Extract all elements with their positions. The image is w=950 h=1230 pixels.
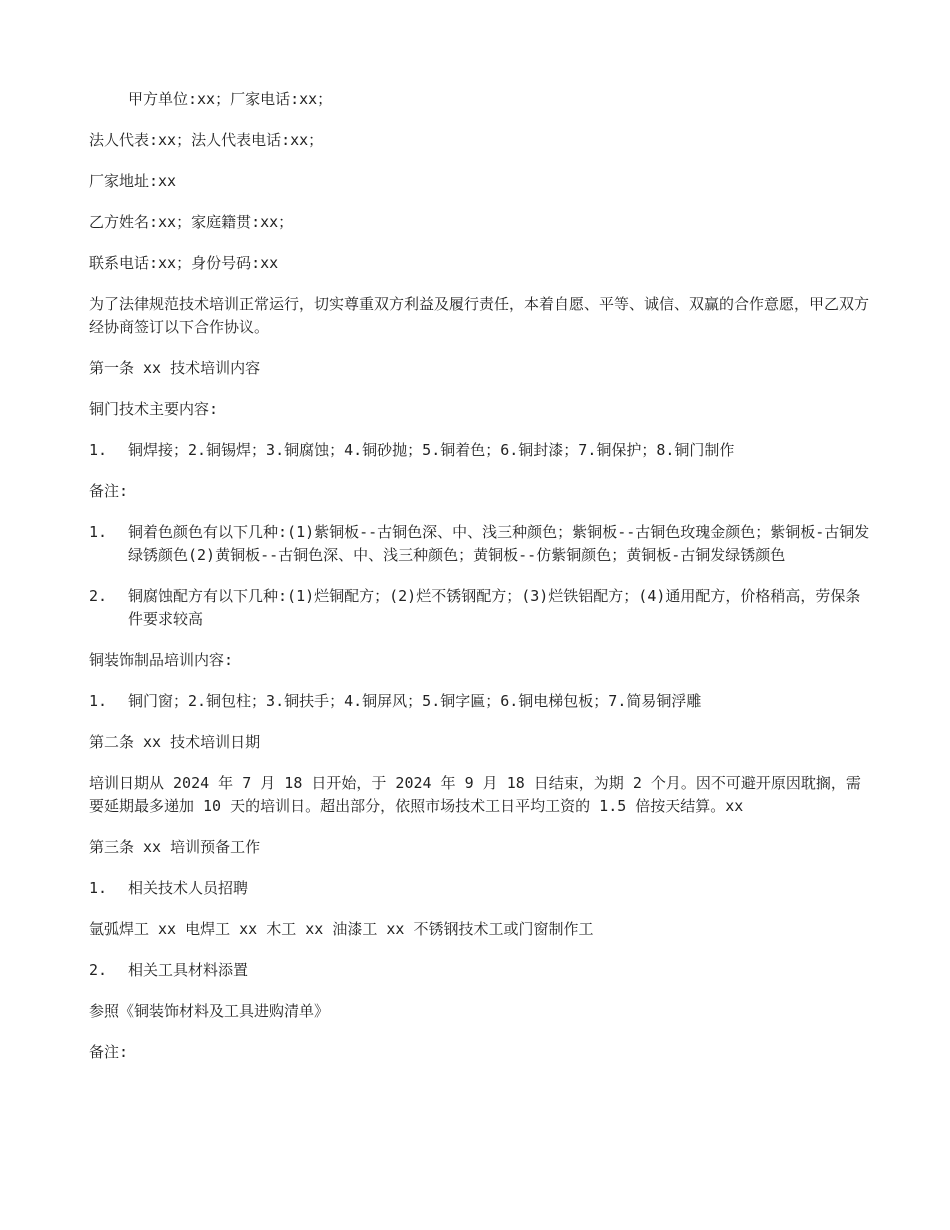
list-item — [89, 439, 871, 462]
remarks-label: 备注: — [89, 1043, 129, 1061]
list-item — [89, 585, 871, 631]
list-item — [89, 959, 871, 982]
document-page — [89, 88, 871, 1082]
copper-door-heading: 铜门技术主要内容: — [89, 400, 219, 418]
list-number: 1. — [89, 523, 108, 541]
article2-paragraph: 培训日期从 2024 年 7 月 18 日开始，于 2024 年 9 月 18 日结束，为期 2 个月。因不可避开原因耽搁，需要延期最多递加 10 天的培训日。超出部分，依照市场技术工日平均工资的 1.5 倍按天结算。xx — [89, 774, 861, 815]
article3-title: 第三条 xx 培训预备工作 — [89, 838, 261, 856]
party-b-line: 乙方姓名:xx；家庭籍贯:xx； — [89, 213, 294, 231]
list-text: 铜门窗；2.铜包柱；3.铜扶手；4.铜屏风；5.铜字匾；6.铜电梯包板；7.简易铜浮雕 — [128, 692, 702, 710]
remarks-label: 备注: — [89, 482, 129, 500]
list-text: 相关技术人员招聘 — [128, 879, 249, 897]
list-item — [89, 690, 871, 713]
list-number: 2. — [89, 961, 108, 979]
preamble-paragraph: 为了法律规范技术培训正常运行，切实尊重双方利益及履行责任，本着自愿、平等、诚信、双赢的合作意愿，甲乙双方经协商签订以下合作协议。 — [89, 295, 870, 336]
list-number: 1. — [89, 441, 108, 459]
legal-rep-line: 法人代表:xx；法人代表电话:xx； — [89, 131, 324, 149]
decor-heading: 铜装饰制品培训内容: — [89, 651, 234, 669]
article1-title: 第一条 xx 技术培训内容 — [89, 359, 261, 377]
list-text: 铜腐蚀配方有以下几种:(1)烂铜配方；(2)烂不锈钢配方；(3)烂铁铝配方；(4)通用配方，价格稍高，劳保条件要求较高 — [128, 587, 861, 628]
list-text: 铜焊接；2.铜锡焊；3.铜腐蚀；4.铜砂抛；5.铜着色；6.铜封漆；7.铜保护；8.铜门制作 — [128, 441, 735, 459]
party-a-line: 甲方单位:xx；厂家电话:xx； — [128, 90, 333, 108]
list-item — [89, 521, 871, 567]
list-text: 相关工具材料添置 — [128, 961, 249, 979]
factory-address-line: 厂家地址:xx — [89, 172, 177, 190]
workers-line: 氩弧焊工 xx 电焊工 xx 木工 xx 油漆工 xx 不锈钢技术工或门窗制作工 — [89, 920, 594, 938]
reference-line: 参照《铜装饰材料及工具进购清单》 — [89, 1002, 330, 1020]
list-item — [89, 877, 871, 900]
article2-title: 第二条 xx 技术培训日期 — [89, 733, 261, 751]
contact-line: 联系电话:xx；身份号码:xx — [89, 254, 279, 272]
list-number: 1. — [89, 879, 108, 897]
list-text: 铜着色颜色有以下几种:(1)紫铜板--古铜色深、中、浅三种颜色；紫铜板--古铜色玫瑰金颜色；紫铜板-古铜发绿锈颜色(2)黄铜板--古铜色深、中、浅三种颜色；黄铜板--仿紫铜颜色；黄铜板-古铜发绿锈颜色 — [128, 523, 870, 564]
list-number: 1. — [89, 692, 108, 710]
list-number: 2. — [89, 587, 108, 605]
